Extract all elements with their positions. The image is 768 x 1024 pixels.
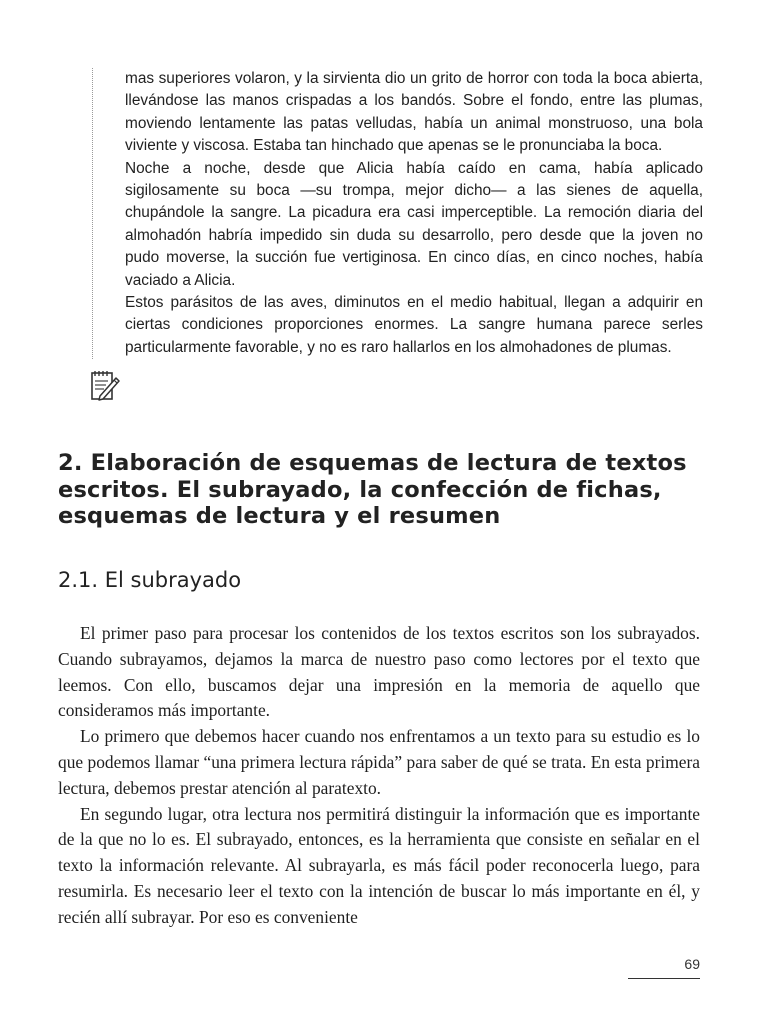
body-paragraph: El primer paso para procesar los contenidos de los textos escritos son los subrayados. Cuando subrayamos, dejamos la marca de nuestro paso como lectores por el texto que leemos. Con ello, buscamos dejar una impresión en la memoria de aquello que consideramos más importante. bbox=[58, 623, 700, 721]
quote-paragraph: Noche a noche, desde que Alicia había caído en cama, había aplicado sigilosamente su boca —su trompa, mejor dicho— a las sienes de aquella, chupándole la sangre. La picadura era casi imperceptible. La remoción diaria del almohadón habría impedido sin duda su desarrollo, pero desde que la joven no pudo moverse, la succión fue vertiginosa. En cinco días, en cinco noches, había vaciado a Alicia. bbox=[125, 159, 703, 289]
body-paragraph: Lo primero que debemos hacer cuando nos enfrentamos a un texto para su estudio es lo que podemos llamar “una primera lectura rápida” para saber de qué se trata. En esta primera lectura, debemos prestar atención al paratexto. bbox=[58, 726, 700, 798]
body-text bbox=[58, 621, 700, 931]
quote-paragraph: Estos parásitos de las aves, diminutos en el medio habitual, llegan a adquirir en ciertas condiciones proporciones enormes. La sangre humana parece serles particularmente favorable, y no es raro hallarlos en los almohadones de plumas. bbox=[125, 294, 703, 356]
page-number-rule bbox=[628, 978, 700, 979]
quote-paragraph: mas superiores volaron, y la sirvienta dio un grito de horror con toda la boca abierta, llevándose las manos crispadas a los bandós. Sobre el fondo, entre las plumas, moviendo lentamente las patas velludas, había un animal monstruoso, una bola viviente y viscosa. Estaba tan hinchado que apenas se le pronunciaba la boca. bbox=[125, 70, 703, 155]
notepad-pencil-icon bbox=[90, 368, 120, 402]
body-paragraph: En segundo lugar, otra lectura nos permitirá distinguir la información que es importante de la que no lo es. El subrayado, entonces, es la herramienta que consiste en señalar en el texto la información relevante. Al subrayarla, es más fácil poder reconocerla luego, para resumirla. Es necesario leer el texto con la intención de buscar lo más importante en él, y recién allí subrayar. Por eso es conveniente bbox=[58, 803, 700, 927]
quoted-excerpt bbox=[92, 68, 703, 359]
page-number: 69 bbox=[684, 956, 700, 972]
subsection-heading: 2.1. El subrayado bbox=[58, 568, 242, 592]
section-heading: 2. Elaboración de esquemas de lectura de textos escritos. El subrayado, la confección de fichas, esquemas de lectura y el resumen bbox=[58, 450, 687, 529]
